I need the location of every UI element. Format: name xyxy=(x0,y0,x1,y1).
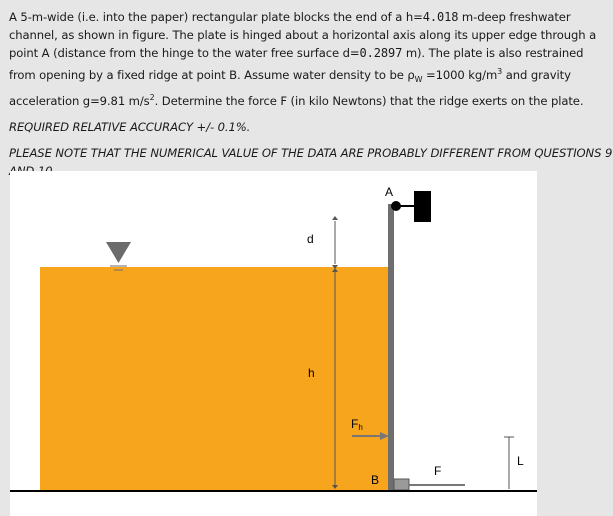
rho-symbol: ρ xyxy=(407,67,415,82)
label-B: B xyxy=(371,473,380,487)
data-note: PLEASE NOTE THAT THE NUMERICAL VALUE OF THE DATA ARE PROBABLY DIFFERENT FROM QUESTIONS 9 xyxy=(9,146,613,161)
plate-diagram xyxy=(10,171,537,516)
hinge-pin xyxy=(391,201,401,211)
d-value: 0.2897 xyxy=(359,46,403,61)
plate xyxy=(388,204,394,491)
hinge-support xyxy=(414,191,431,222)
label-A: A xyxy=(385,185,394,199)
label-d: d xyxy=(307,232,314,246)
water-body xyxy=(40,267,388,491)
accuracy-note: REQUIRED RELATIVE ACCURACY +/- 0.1%. xyxy=(9,120,251,135)
free-surface-triangle-icon xyxy=(106,242,131,263)
problem-statement: A 5-m-wide (i.e. into the paper) rectangular plate blocks the end of a h=4.018 m-deep freshwater channel, as shown in figure. The plate is hinged about a horizontal axis along its upper edge through a point A (distance from the hinge to the water free surface d=0.2897 m). The plate is also restrained from opening by a fixed ridge at point B. Assume water density to be $\rho_W =1000$ $kg/m^3$ and gravity acceleration g=9.81 $m/s^2$. Determine the force F (in kilo Newtons) that the ridge exerts on the plate. xyxy=(9,10,597,108)
ridge xyxy=(394,479,409,490)
label-F: F xyxy=(434,464,442,478)
h-value: 4.018 xyxy=(422,10,459,24)
label-h: h xyxy=(308,366,315,380)
problem-figure xyxy=(10,171,537,516)
label-Fh: Fh xyxy=(351,417,363,432)
label-L: L xyxy=(517,454,524,468)
question-text-block xyxy=(9,8,613,181)
